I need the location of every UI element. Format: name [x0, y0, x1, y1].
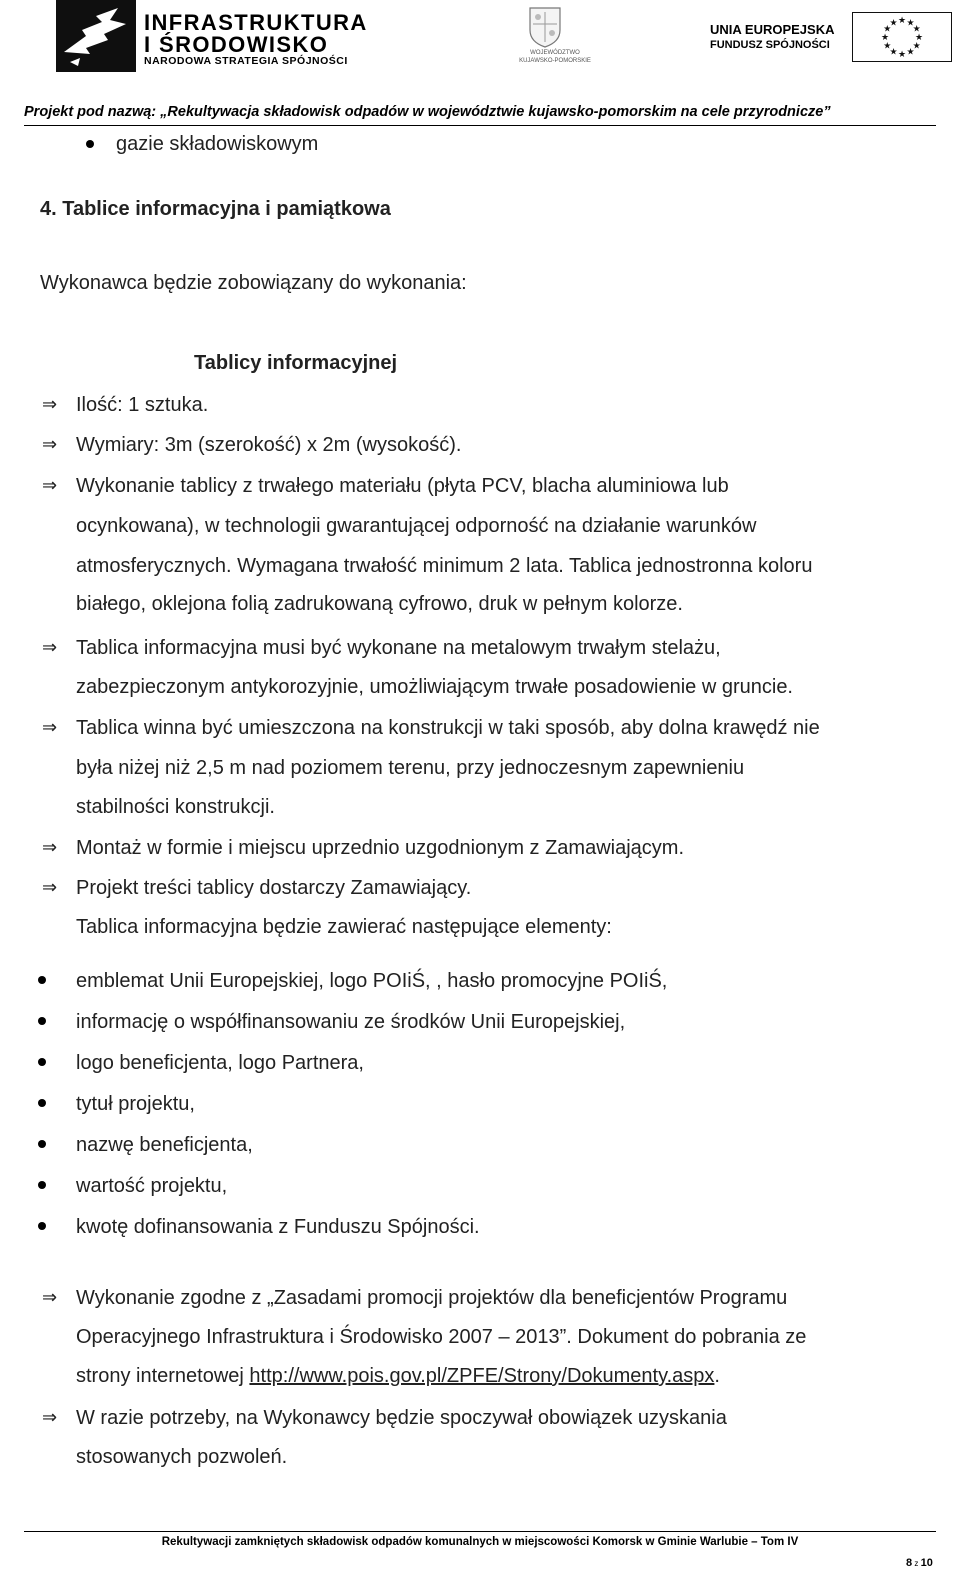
eu-flag-icon — [852, 12, 952, 62]
logo-subtitle: NARODOWA STRATEGIA SPÓJNOŚCI — [144, 55, 348, 67]
element-item: logo beneficjenta, logo Partnera, — [76, 1052, 364, 1074]
spec-line: Ilość: 1 sztuka. — [76, 394, 209, 416]
final-line-prefix: strony internetowej — [76, 1365, 250, 1387]
sub-heading: Tablicy informacyjnej — [194, 352, 398, 374]
eu-cohesion-fund-logo — [710, 12, 954, 62]
star-icon: ★ — [897, 15, 907, 25]
infrastruktura-logo — [56, 0, 376, 72]
spec-line: ocynkowana), w technologii gwarantującej odporność na działanie warunków — [76, 515, 757, 537]
spec-line: Wykonanie tablicy z trwałego materiału (płyta PCV, blacha aluminiowa lub — [76, 475, 729, 497]
logo-title-line1: INFRASTRUKTURA — [144, 10, 368, 35]
arrow-icon: ⇒ — [42, 877, 58, 898]
bullet-icon — [38, 976, 46, 984]
arrow-icon: ⇒ — [42, 837, 58, 858]
star-icon: ★ — [883, 23, 892, 34]
bullet-icon — [38, 1140, 46, 1148]
spec-line: Tablica winna być umieszczona na konstrukcji w taki sposób, aby dolna krawędź nie — [76, 717, 820, 739]
final-line — [76, 1364, 720, 1388]
intro-text: Wykonawca będzie zobowiązany do wykonania: — [40, 272, 467, 294]
star-icon: ★ — [889, 46, 898, 57]
bullet-icon — [38, 1181, 46, 1189]
logo-mark-icon — [56, 0, 136, 72]
spec-line: Wymiary: 3m (szerokość) x 2m (wysokość). — [76, 434, 462, 456]
section-heading: 4. Tablice informacyjna i pamiątkowa — [40, 198, 391, 220]
footer-divider — [24, 1531, 936, 1532]
logo-title-line2: I ŚRODOWISKO — [144, 32, 329, 57]
spec-line: była niżej niż 2,5 m nad poziomem terenu, przy jednoczesnym zapewnieniu — [76, 757, 745, 779]
spec-line: stabilności konstrukcji. — [76, 796, 275, 818]
final-line: stosowanych pozwoleń. — [76, 1446, 288, 1468]
element-item: emblemat Unii Europejskiej, logo POIiŚ, , hasło promocyjne POIiŚ, — [76, 970, 668, 992]
crest-icon — [528, 6, 562, 48]
document-link[interactable]: http://www.pois.gov.pl/ZPFE/Strony/Dokumenty.aspx — [249, 1365, 715, 1387]
final-line: Wykonanie zgodne z „Zasadami promocji projektów dla beneficjentów Programu — [76, 1287, 788, 1309]
fund-title: FUNDUSZ SPÓJNOŚCI — [710, 39, 830, 51]
top-bullet-text: gazie składowiskowym — [116, 133, 319, 155]
region-name-line1: WOJEWÓDZTWO — [530, 50, 580, 56]
star-icon: ★ — [880, 32, 890, 42]
spec-line: atmosferycznych. Wymagana trwałość minimum 2 lata. Tablica jednostronna koloru — [76, 555, 813, 577]
project-prefix: Projekt pod nazwą: — [24, 104, 161, 120]
arrow-icon: ⇒ — [42, 1407, 58, 1428]
elements-intro: Tablica informacyjna będzie zawierać następujące elementy: — [76, 916, 612, 938]
spec-line: Projekt treści tablicy dostarczy Zamawiający. — [76, 877, 472, 899]
arrow-icon: ⇒ — [42, 637, 58, 658]
element-item: kwotę dofinansowania z Funduszu Spójności. — [76, 1216, 480, 1238]
bullet-icon — [38, 1222, 46, 1230]
star-icon: ★ — [914, 32, 924, 42]
final-line-suffix: . — [714, 1365, 720, 1387]
star-icon: ★ — [912, 23, 921, 34]
region-name-line2: KUJAWSKO-POMORSKIE — [519, 58, 591, 64]
final-line: Operacyjnego Infrastruktura i Środowisko 2007 – 2013”. Dokument do pobrania ze — [76, 1326, 807, 1348]
eu-title: UNIA EUROPEJSKA — [710, 22, 835, 37]
spec-line: zabezpieczonym antykorozyjnie, umożliwiającym trwałe posadowienie w gruncie. — [76, 676, 793, 698]
arrow-icon: ⇒ — [42, 434, 58, 455]
arrow-icon: ⇒ — [42, 394, 58, 415]
spec-line: białego, oklejona folią zadrukowaną cyfrowo, druk w pełnym kolorze. — [76, 593, 683, 615]
star-icon: ★ — [897, 49, 907, 59]
star-icon: ★ — [906, 46, 915, 57]
spec-line: Tablica informacyjna musi być wykonane na metalowym trwałym stelażu, — [76, 637, 721, 659]
arrow-icon: ⇒ — [42, 475, 58, 496]
page-separator: z — [912, 1559, 921, 1568]
element-item: nazwę beneficjenta, — [76, 1134, 253, 1156]
page-number — [906, 1557, 933, 1569]
star-icon: ★ — [906, 17, 915, 28]
footer-text: Rekultywacji zamkniętych składowisk odpadów komunalnych w miejscowości Komorsk w Gminie Warlubie – Tom IV — [161, 1536, 799, 1548]
star-icon: ★ — [912, 40, 921, 51]
arrow-icon: ⇒ — [42, 1287, 58, 1308]
page-total: 10 — [920, 1557, 933, 1569]
arrow-icon: ⇒ — [42, 717, 58, 738]
star-icon: ★ — [889, 17, 898, 28]
element-item: informację o współfinansowaniu ze środków Unii Europejskiej, — [76, 1011, 626, 1033]
project-name: „Rekultywacja składowisk odpadów w województwie kujawsko-pomorskim na cele przyrodnicze” — [160, 104, 831, 120]
spec-line: Montaż w formie i miejscu uprzednio uzgodnionym z Zamawiającym. — [76, 837, 685, 859]
element-item: tytuł projektu, — [76, 1093, 195, 1115]
final-line: W razie potrzeby, na Wykonawcy będzie spoczywał obowiązek uzyskania — [76, 1407, 727, 1429]
project-title-line — [24, 104, 831, 120]
bullet-icon — [86, 140, 94, 148]
header-divider — [24, 125, 936, 126]
page-current: 8 — [906, 1557, 913, 1569]
element-item: wartość projektu, — [76, 1175, 228, 1197]
kujawsko-pomorskie-logo — [510, 6, 600, 68]
bullet-icon — [38, 1017, 46, 1025]
bullet-icon — [38, 1099, 46, 1107]
star-icon: ★ — [883, 40, 892, 51]
bullet-icon — [38, 1058, 46, 1066]
